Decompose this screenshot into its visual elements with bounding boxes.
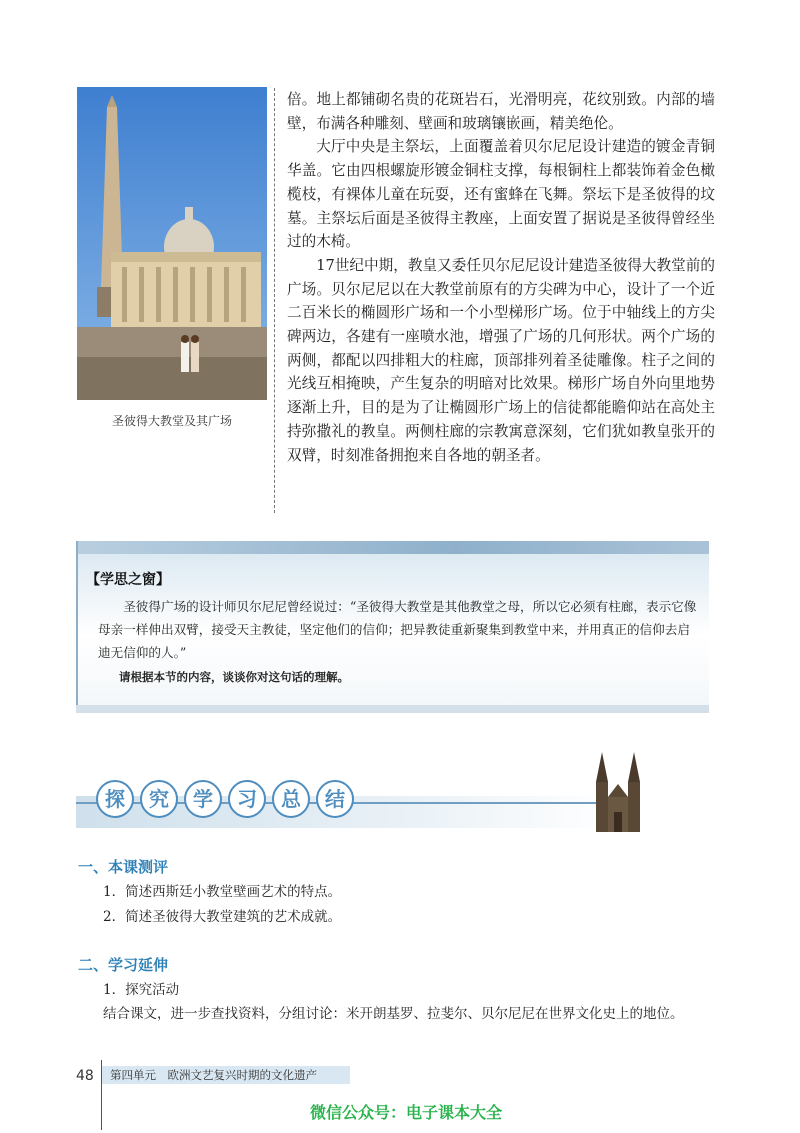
body-text [287, 88, 715, 467]
banner-char: 探 [96, 780, 134, 818]
page-number: 48 [76, 1068, 94, 1084]
banner-char: 总 [272, 780, 310, 818]
cathedral-icon [590, 752, 650, 832]
paragraph-2: 大厅中央是主祭坛，上面覆盖着贝尔尼尼设计建造的镀金青铜华盖。它由四根螺旋形镀金铜柱支撑，每根铜柱上都装饰着金色橄榄枝，有裸体儿童在玩耍，还有蜜蜂在飞舞。祭坛下是圣彼得的坟墓。主祭坛后面是圣彼得主教座，上面安置了据说是圣彼得曾经坐过的木椅。 [287, 138, 715, 251]
summary-banner [76, 760, 716, 830]
section-2-title: 二、学习延伸 [78, 956, 169, 974]
section-2-text: 结合课文，进一步查找资料，分组讨论：米开朗基罗、拉斐尔、贝尔尼尼在世界文化史上的地位。 [103, 1006, 684, 1022]
photo-caption: 圣彼得大教堂及其广场 [111, 414, 232, 428]
study-window-question: 请根据本节的内容，谈谈你对这句话的理解。 [119, 670, 349, 684]
study-window-title: 【学思之窗】 [86, 572, 170, 588]
banner-char: 结 [316, 780, 354, 818]
box-left-bar [76, 541, 78, 713]
box-top-bar [76, 541, 709, 554]
banner-char: 习 [228, 780, 266, 818]
banner-char: 学 [184, 780, 222, 818]
paragraph-3: 17世纪中期，教皇又委任贝尔尼尼设计建造圣彼得大教堂前的广场。贝尔尼尼以在大教堂前原有的方尖碑为中心，设计了一个近二百米长的椭圆形广场和一个小型梯形广场。位于中轴线上的方尖碑两边，各建有一座喷水池，增强了广场的几何形状。两个广场的两侧，都配以四排粗大的柱廊，顶部排列着圣徒雕像。柱子之间的光线互相掩映，产生复杂的明暗对比效果。梯形广场自外向里地势逐渐上升，目的是为了让椭圆形广场上的信徒都能瞻仰站在高处主持弥撒礼的教皇。两侧柱廊的宗教寓意深刻，它们犹如教皇张开的双臂，时刻准备拥抱来自各地的朝圣者。 [287, 256, 715, 464]
banner-char: 究 [140, 780, 178, 818]
section-1-item: 2．简述圣彼得大教堂建筑的艺术成就。 [103, 909, 342, 925]
unit-label: 第四单元 欧洲文艺复兴时期的文化遗产 [102, 1066, 350, 1084]
watermark: 微信公众号：电子课本大全 [310, 1103, 503, 1122]
box-bottom-bar [76, 705, 709, 713]
study-window-box [76, 541, 709, 713]
section-1-item: 1．简述西斯廷小教堂壁画艺术的特点。 [103, 884, 342, 900]
study-window-quote: 圣彼得广场的设计师贝尔尼尼曾经说过：“圣彼得大教堂是其他教堂之母，所以它必须有柱廊，表示它像母亲一样伸出双臂，接受天主教徒，坚定他们的信仰；把异教徒重新聚集到教堂中来，并用真正的信仰去启迪无信仰的人。” [98, 599, 697, 660]
section-1-title: 一、本课测评 [78, 858, 169, 876]
section-2-subtitle: 1．探究活动 [103, 982, 180, 998]
st-peters-illustration [77, 87, 267, 400]
column-divider [274, 88, 275, 513]
paragraph-1: 倍。地上都铺砌名贵的花斑岩石，光滑明亮，花纹别致。内部的墙壁，布满各种雕刻、壁画和玻璃镶嵌画，精美绝伦。 [287, 91, 715, 132]
st-peters-photo [77, 87, 267, 400]
